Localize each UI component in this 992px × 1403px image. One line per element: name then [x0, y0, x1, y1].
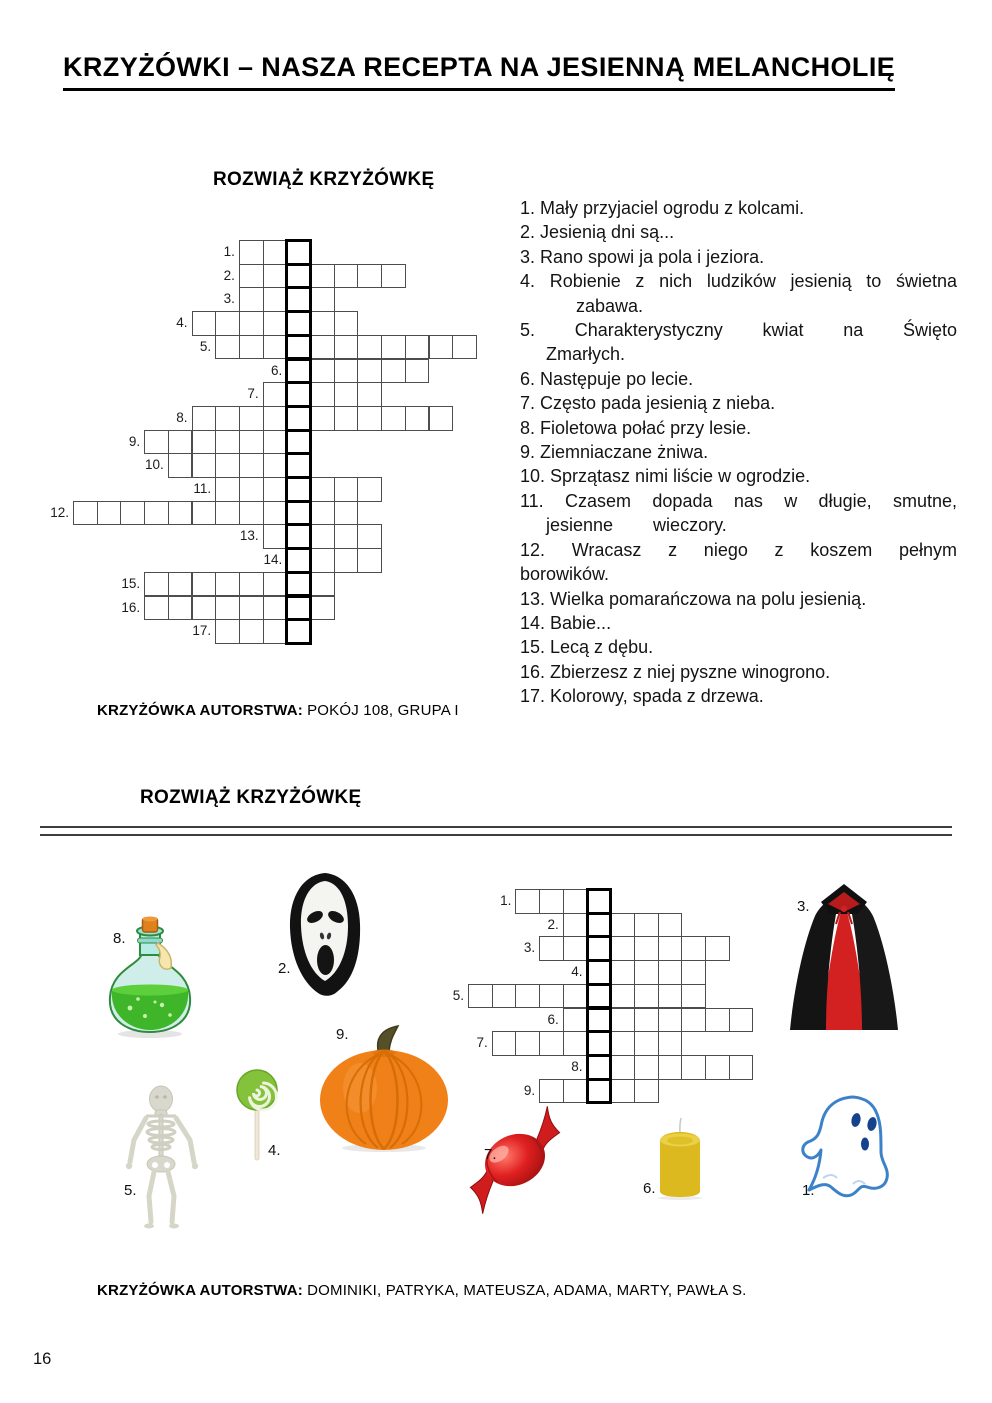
- crossword-cell-bold: [285, 263, 312, 290]
- crossword-cell: [239, 596, 264, 621]
- crossword-cell: [168, 501, 193, 526]
- crossword-cell-bold: [285, 381, 312, 408]
- section1-heading: ROZWIĄŻ KRZYŻÓWKĘ: [213, 169, 435, 190]
- row-number: 1.: [500, 893, 512, 908]
- item-number-cape: 3.: [797, 898, 810, 915]
- crossword-cell-bold: [586, 888, 613, 915]
- row-number: 10.: [145, 457, 164, 473]
- crossword-cell-bold: [285, 476, 312, 503]
- row-number: 5.: [199, 338, 212, 354]
- crossword-cell: [239, 406, 264, 431]
- crossword-cell: [334, 477, 359, 502]
- clue-item: 7. Często pada jesienią z nieba.: [520, 393, 776, 414]
- crossword-cell-bold: [586, 935, 613, 962]
- crossword-cell: [310, 477, 335, 502]
- crossword-cell: [334, 524, 359, 549]
- crossword-cell: [610, 1031, 635, 1056]
- crossword-cell: [334, 264, 359, 289]
- row-number: 8.: [571, 1058, 583, 1074]
- crossword-cell-bold: [586, 959, 613, 986]
- crossword-cell: [192, 430, 217, 455]
- crossword-cell: [215, 572, 240, 597]
- crossword-cell: [515, 984, 540, 1009]
- candle-image: [652, 1115, 708, 1205]
- crossword-cell: [310, 287, 335, 312]
- crossword-cell-bold: [285, 500, 312, 527]
- crossword-cell: [310, 572, 335, 597]
- crossword-cell: [563, 913, 588, 938]
- crossword-cell: [563, 1079, 588, 1104]
- crossword-cell-bold: [285, 595, 312, 622]
- crossword-cell: [192, 572, 217, 597]
- crossword-cell-bold: [285, 239, 312, 266]
- crossword-grid-2: [452, 889, 758, 1105]
- item-number-ghost: 1.: [802, 1182, 815, 1199]
- crossword-cell: [215, 619, 240, 644]
- clue-item: 12. Wracasz z niego z koszem pełnym borowików.: [520, 539, 957, 585]
- page-title: KRZYŻÓWKI – NASZA RECEPTA NA JESIENNĄ MELANCHOLIĘ: [63, 52, 895, 91]
- crossword-cell: [634, 913, 659, 938]
- crossword-cell: [563, 889, 588, 914]
- crossword-cell: [357, 548, 382, 573]
- crossword-cell: [263, 501, 288, 526]
- crossword-cell-bold: [586, 983, 613, 1010]
- row-number: 3.: [523, 940, 536, 956]
- crossword-cell: [681, 1055, 706, 1080]
- clue-item: 8. Fioletowa połać przy lesie.: [520, 417, 752, 438]
- crossword-cell: [468, 984, 493, 1009]
- page-number: 16: [33, 1350, 52, 1368]
- crossword-cell: [539, 936, 564, 961]
- crossword-cell: [215, 477, 240, 502]
- crossword-cell-bold: [285, 452, 312, 479]
- crossword-cell: [539, 984, 564, 1009]
- crossword-cell: [634, 1055, 659, 1080]
- crossword-cell: [215, 453, 240, 478]
- row-number: 8.: [176, 409, 188, 425]
- crossword-cell: [310, 524, 335, 549]
- clue-item: 10. Sprzątasz nimi liście w ogrodzie.: [520, 466, 811, 487]
- crossword-cell-bold: [285, 405, 312, 432]
- credit-2-value: DOMINIKI, PATRYKA, MATEUSZA, ADAMA, MARTY, PAWŁA S.: [307, 1282, 747, 1299]
- crossword-cell: [310, 382, 335, 407]
- crossword-cell: [658, 1055, 683, 1080]
- crossword-cell: [334, 382, 359, 407]
- crossword-cell: [357, 477, 382, 502]
- credit-2-label: KRZYŻÓWKA AUTORSTWA:: [97, 1282, 303, 1299]
- crossword-cell: [681, 960, 706, 985]
- crossword-cell: [658, 984, 683, 1009]
- crossword-cell: [334, 311, 359, 336]
- clue-item: 16. Zbierzesz z niej pyszne winogrono.: [520, 661, 831, 682]
- crossword-cell: [381, 406, 406, 431]
- crossword-cell: [310, 501, 335, 526]
- crossword-cell: [239, 287, 264, 312]
- crossword-cell: [563, 936, 588, 961]
- crossword-cell: [357, 264, 382, 289]
- credit-2: [97, 1282, 747, 1299]
- row-number: 1.: [223, 244, 235, 259]
- clue-item: 14. Babie...: [520, 612, 612, 633]
- crossword-cell: [658, 936, 683, 961]
- pumpkin-image: [316, 1024, 452, 1159]
- crossword-cell: [168, 572, 193, 597]
- crossword-cell: [310, 548, 335, 573]
- crossword-cell: [357, 524, 382, 549]
- crossword-cell: [429, 406, 454, 431]
- crossword-cell: [610, 913, 635, 938]
- crossword-cell: [215, 430, 240, 455]
- crossword-cell: [192, 406, 217, 431]
- crossword-cell: [539, 1031, 564, 1056]
- crossword-cell: [263, 240, 288, 265]
- item-number-skeleton: 5.: [124, 1182, 137, 1199]
- crossword-cell: [263, 335, 288, 360]
- crossword-cell: [310, 359, 335, 384]
- crossword-cell: [310, 264, 335, 289]
- crossword-cell-bold: [586, 1030, 613, 1057]
- crossword-cell-bold: [586, 1078, 613, 1105]
- crossword-cell: [239, 453, 264, 478]
- row-number: 12.: [50, 504, 69, 520]
- clue-item: 1. Mały przyjaciel ogrodu z kolcami.: [520, 198, 805, 218]
- item-number-potion: 8.: [113, 930, 126, 947]
- crossword-cell: [357, 359, 382, 384]
- crossword-cell: [634, 1031, 659, 1056]
- row-number: 6.: [547, 1011, 559, 1027]
- crossword-cell: [239, 311, 264, 336]
- candy-image: [460, 1102, 570, 1223]
- item-number-candle: 6.: [643, 1180, 656, 1197]
- crossword-cell: [539, 889, 564, 914]
- crossword-cell: [492, 1031, 517, 1056]
- crossword-cell: [357, 406, 382, 431]
- crossword-cell: [263, 524, 288, 549]
- crossword-cell: [610, 936, 635, 961]
- crossword-cell: [492, 984, 517, 1009]
- clue-item: 5. Charakterystyczny kwiat na Święto Zmarłych.: [520, 320, 957, 365]
- crossword-cell: [634, 936, 659, 961]
- crossword-cell: [334, 335, 359, 360]
- row-number: 17.: [192, 623, 212, 639]
- crossword-cell: [97, 501, 122, 526]
- crossword-cell: [658, 1008, 683, 1033]
- crossword-cell-bold: [285, 286, 312, 313]
- crossword-cell: [634, 960, 659, 985]
- row-number: 7.: [476, 1035, 488, 1051]
- crossword-cell: [381, 335, 406, 360]
- crossword-cell: [239, 501, 264, 526]
- row-number: 13.: [239, 528, 259, 544]
- crossword-cell: [539, 1079, 564, 1104]
- crossword-cell: [215, 596, 240, 621]
- clue-item: 13. Wielka pomarańczowa na polu jesienią.: [520, 588, 867, 609]
- crossword-cell: [263, 311, 288, 336]
- row-number: 5.: [452, 987, 464, 1003]
- crossword-cell: [563, 1008, 588, 1033]
- crossword-cell: [168, 430, 193, 455]
- crossword-cell: [610, 960, 635, 985]
- crossword-cell: [192, 311, 217, 336]
- crossword-cell: [634, 984, 659, 1009]
- crossword-cell: [729, 1055, 754, 1080]
- crossword-cell: [239, 335, 264, 360]
- row-number: 2.: [547, 916, 559, 932]
- crossword-cell: [681, 1008, 706, 1033]
- crossword-cell: [658, 913, 683, 938]
- row-number: 2.: [223, 267, 235, 283]
- crossword-cell: [239, 240, 264, 265]
- crossword-cell: [263, 572, 288, 597]
- crossword-cell: [681, 936, 706, 961]
- crossword-cell: [357, 335, 382, 360]
- row-number: 6.: [271, 362, 283, 378]
- clue-item: 15. Lecą z dębu.: [520, 637, 654, 658]
- crossword-cell: [310, 311, 335, 336]
- crossword-cell: [563, 1031, 588, 1056]
- crossword-cell-bold: [586, 1007, 613, 1034]
- crossword-cell: [405, 359, 430, 384]
- crossword-cell: [357, 382, 382, 407]
- crossword-cell: [634, 1079, 659, 1104]
- crossword-cell: [215, 406, 240, 431]
- crossword-cell: [192, 596, 217, 621]
- row-number: 7.: [247, 386, 259, 402]
- crossword-cell: [144, 572, 169, 597]
- crossword-cell-bold: [285, 618, 312, 645]
- crossword-cell: [610, 1008, 635, 1033]
- clue-item: 3. Rano spowi ja pola i jeziora.: [520, 246, 765, 267]
- crossword-cell: [263, 287, 288, 312]
- item-number-lollipop: 4.: [268, 1142, 281, 1159]
- crossword-cell: [239, 619, 264, 644]
- crossword-grid-1: [50, 240, 479, 646]
- crossword-cell: [658, 1031, 683, 1056]
- row-number: 9.: [128, 433, 141, 449]
- clue-item: 11. Czasem dopada nas w długie, smutne, jesienne wieczory.: [520, 490, 957, 536]
- crossword-cell: [381, 264, 406, 289]
- row-number: 4.: [176, 315, 188, 331]
- scream-mask-image: [280, 870, 370, 1005]
- credit-1: [97, 702, 459, 719]
- row-number: 9.: [523, 1082, 536, 1098]
- crossword-cell: [263, 477, 288, 502]
- crossword-cell: [239, 264, 264, 289]
- crossword-cell-bold: [586, 1054, 613, 1081]
- clue-list: [520, 196, 957, 709]
- crossword-cell: [192, 501, 217, 526]
- crossword-cell: [144, 596, 169, 621]
- crossword-cell: [215, 335, 240, 360]
- crossword-cell-bold: [285, 429, 312, 456]
- crossword-cell: [239, 430, 264, 455]
- crossword-cell: [634, 1008, 659, 1033]
- crossword-cell: [144, 501, 169, 526]
- crossword-cell: [310, 335, 335, 360]
- crossword-cell: [515, 1031, 540, 1056]
- crossword-cell: [705, 1008, 730, 1033]
- crossword-cell: [658, 960, 683, 985]
- item-number-mask: 2.: [278, 960, 291, 977]
- crossword-cell-bold: [586, 912, 613, 939]
- crossword-cell: [215, 501, 240, 526]
- crossword-cell: [705, 1055, 730, 1080]
- crossword-cell: [263, 430, 288, 455]
- crossword-cell: [610, 984, 635, 1009]
- item-number-pumpkin: 9.: [336, 1026, 349, 1043]
- crossword-cell: [239, 477, 264, 502]
- crossword-cell: [334, 359, 359, 384]
- clue-item: 6. Następuje po lecie.: [520, 368, 694, 389]
- clue-item: 2. Jesienią dni są...: [520, 222, 675, 243]
- crossword-cell: [705, 936, 730, 961]
- crossword-cell: [405, 335, 430, 360]
- row-number: 16.: [121, 599, 141, 615]
- row-number: 11.: [193, 481, 212, 496]
- crossword-cell: [334, 501, 359, 526]
- crossword-cell-bold: [285, 358, 312, 385]
- credit-1-label: KRZYŻÓWKA AUTORSTWA:: [97, 702, 303, 719]
- crossword-cell: [263, 382, 288, 407]
- crossword-cell-bold: [285, 547, 312, 574]
- crossword-cell: [120, 501, 145, 526]
- crossword-cell: [381, 359, 406, 384]
- crossword-cell: [729, 1008, 754, 1033]
- row-number: 14.: [263, 552, 283, 568]
- crossword-cell: [239, 572, 264, 597]
- credit-1-value: POKÓJ 108, GRUPA I: [307, 702, 459, 719]
- crossword-cell: [610, 1079, 635, 1104]
- crossword-cell: [263, 619, 288, 644]
- crossword-cell-bold: [285, 523, 312, 550]
- crossword-cell-bold: [285, 310, 312, 337]
- crossword-cell: [73, 501, 98, 526]
- skeleton-image: [116, 1082, 206, 1237]
- crossword-cell: [334, 548, 359, 573]
- item-number-candy: 7.: [484, 1146, 497, 1163]
- row-number: 15.: [121, 575, 141, 591]
- crossword-cell: [263, 406, 288, 431]
- section2-heading: ROZWIĄŻ KRZYŻÓWKĘ: [140, 787, 362, 808]
- crossword-cell: [263, 264, 288, 289]
- crossword-cell: [215, 311, 240, 336]
- crossword-cell: [168, 453, 193, 478]
- crossword-cell: [263, 453, 288, 478]
- clue-item: 9. Ziemniaczane żniwa.: [520, 442, 709, 463]
- crossword-cell: [144, 430, 169, 455]
- crossword-cell: [610, 1055, 635, 1080]
- crossword-cell: [405, 406, 430, 431]
- crossword-cell: [310, 406, 335, 431]
- crossword-cell: [310, 596, 335, 621]
- clue-item: 4. Robienie z nich ludzików jesienią to świetna zabawa.: [520, 271, 957, 316]
- crossword-cell: [263, 596, 288, 621]
- section-divider: [40, 826, 952, 836]
- row-number: 4.: [571, 964, 583, 980]
- crossword-cell: [334, 406, 359, 431]
- crossword-cell: [563, 984, 588, 1009]
- crossword-cell: [429, 335, 454, 360]
- clue-item: 17. Kolorowy, spada z drzewa.: [520, 686, 764, 707]
- crossword-cell: [452, 335, 477, 360]
- crossword-cell: [681, 984, 706, 1009]
- crossword-cell: [168, 596, 193, 621]
- row-number: 3.: [223, 291, 235, 307]
- crossword-cell: [515, 889, 540, 914]
- crossword-cell-bold: [285, 334, 312, 361]
- crossword-cell: [192, 453, 217, 478]
- crossword-cell-bold: [285, 571, 312, 598]
